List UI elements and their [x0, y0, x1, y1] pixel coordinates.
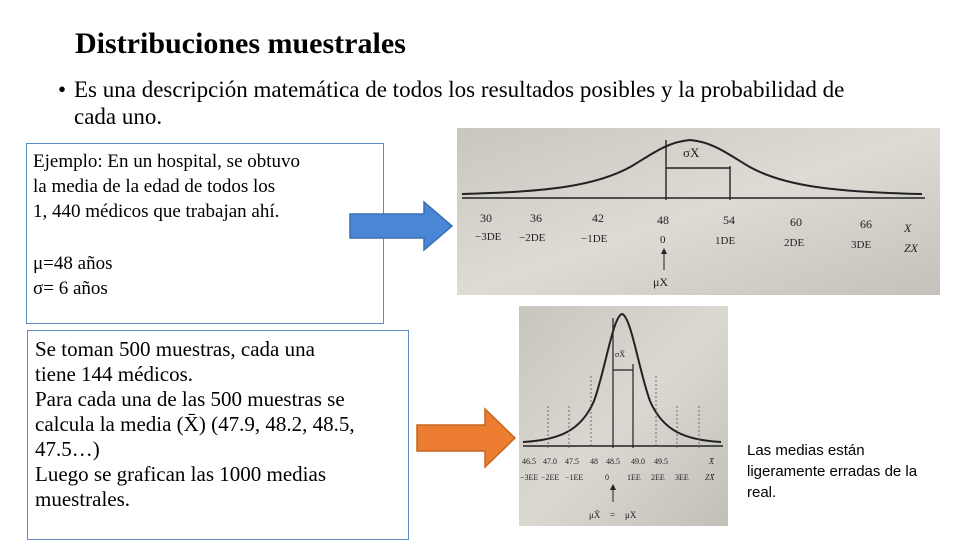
x-tick-label: 48.5 [606, 457, 620, 466]
z-tick-label: 1EE [627, 473, 641, 482]
z-tick-label: −3DE [475, 231, 502, 243]
right-arrow-icon [415, 407, 519, 469]
population-sd: σ= 6 años [33, 278, 108, 299]
note-text: Las medias están ligeramente erradas de la real. [747, 442, 918, 501]
example-line-1: Ejemplo: En un hospital, se obtuvo [33, 151, 301, 172]
z-tick-label: 0 [660, 234, 666, 246]
definition-bullet [58, 76, 858, 130]
z-tick-label: 3EE [675, 473, 689, 482]
z-tick-label: −2DE [519, 232, 546, 244]
z-tick-label: −3EE [520, 473, 539, 482]
x-tick-label: 47.0 [543, 457, 557, 466]
samples-line-5: 47.5…) [35, 437, 100, 461]
sampling-mu-left: μX̄ [589, 510, 601, 520]
z-axis-symbol: ZX [904, 241, 919, 255]
z-tick-label: 3DE [851, 239, 872, 251]
definition-text: Es una descripción matemática de todos los resultados posibles y la probabilidad de cada uno. [74, 77, 845, 129]
population-mean: μ=48 años [33, 253, 113, 274]
x-tick-label: 30 [480, 211, 492, 225]
z-tick-label: 1DE [715, 235, 736, 247]
x-tick-label: 49.0 [631, 457, 645, 466]
samples-line-4: calcula la media (X̄) (47.9, 48.2, 48.5, [35, 412, 355, 436]
x-tick-label: 42 [592, 211, 604, 225]
samples-line-7: muestrales. [35, 487, 131, 511]
bullet-marker: • [58, 77, 67, 102]
x-tick-label: 48 [657, 213, 669, 227]
x-tick-label: 46.5 [522, 457, 536, 466]
z-tick-label: −2EE [541, 473, 560, 482]
sampling-sigma-label: σX̄ [615, 350, 626, 359]
population-mu-label: μX [653, 275, 669, 289]
samples-line-6: Luego se grafican las 1000 medias [35, 462, 326, 486]
x-tick-label: 49.5 [654, 457, 668, 466]
samples-line-2: tiene 144 médicos. [35, 362, 194, 386]
x-axis-symbol: X̄ [709, 457, 714, 466]
z-axis-symbol: ZX̄ [705, 473, 715, 482]
x-axis-symbol: X [904, 221, 912, 235]
x-tick-label: 66 [860, 217, 872, 231]
z-tick-label: −1DE [581, 233, 608, 245]
sampling-mu-right: μX [625, 510, 637, 520]
slide-title: Distribuciones muestrales [75, 27, 406, 60]
sampling-distribution-photo [519, 306, 728, 526]
samples-line-1: Se toman 500 muestras, cada una [35, 337, 315, 361]
x-tick-label: 48 [590, 457, 598, 466]
samples-box [27, 330, 409, 540]
x-tick-label: 60 [790, 215, 802, 229]
example-line-2: la media de la edad de todos los [33, 176, 276, 197]
population-distribution-photo [457, 128, 940, 295]
example-box [26, 143, 384, 324]
right-arrow-icon [348, 200, 456, 252]
population-sigma-label: σX [683, 145, 700, 160]
example-line-3: 1, 440 médicos que trabajan ahí. [33, 201, 280, 222]
equals-sign: = [610, 510, 616, 520]
z-tick-label: 2DE [784, 237, 805, 249]
z-tick-label: −1EE [565, 473, 584, 482]
z-tick-label: 0 [605, 473, 609, 482]
x-tick-label: 36 [530, 211, 542, 225]
x-tick-label: 54 [723, 213, 735, 227]
z-tick-label: 2EE [651, 473, 665, 482]
samples-line-3: Para cada una de las 500 muestras se [35, 387, 345, 411]
x-tick-label: 47.5 [565, 457, 579, 466]
